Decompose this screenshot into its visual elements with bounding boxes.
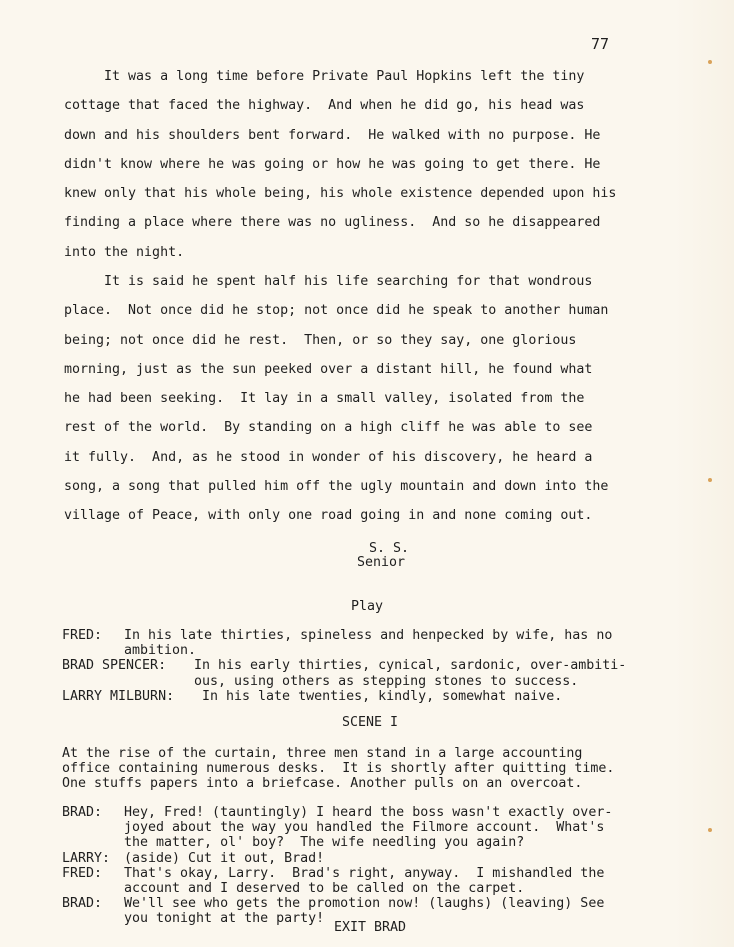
text-line: being; not once did he rest. Then, or so they say, one glorious — [64, 332, 577, 348]
speaker-label — [62, 881, 124, 896]
line-text: In his early thirties, cynical, sardonic, over-ambiti- — [194, 658, 627, 674]
stage-line: One stuffs papers into a briefcase. Another pulls on an overcoat. — [62, 776, 583, 792]
line-text: the matter, ol' boy? The wife needling you again? — [124, 835, 525, 851]
text-line: cottage that faced the highway. And when he did go, his head was — [64, 98, 585, 114]
text-line: morning, just as the sun peeked over a distant hill, he found what — [64, 361, 593, 377]
dialogue-row — [62, 881, 672, 896]
line-text: Hey, Fred! (tauntingly) I heard the boss wasn't exactly over- — [124, 805, 613, 820]
stage-line: At the rise of the curtain, three men stand in a large accounting — [62, 746, 583, 761]
dialogue — [62, 805, 672, 927]
speaker-label: LARRY MILBURN: — [62, 688, 175, 704]
speaker-label: FRED: — [62, 628, 103, 643]
line-text: In his late twenties, kindly, somewhat naive. — [202, 688, 563, 704]
text-line: didn't know where he was going or how he was going to get there. He — [64, 156, 601, 172]
play-heading: Play — [351, 599, 384, 614]
line-text: account and I deserved to be called on the carpet. — [124, 881, 525, 897]
dialogue-row — [62, 689, 672, 704]
line-text: That's okay, Larry. Brad's right, anyway. I mishandled the — [124, 865, 605, 881]
speaker-label — [62, 674, 194, 689]
dialogue-row — [62, 628, 672, 643]
dialogue-row — [62, 643, 672, 658]
speaker-label — [62, 820, 124, 835]
text-line: song, a song that pulled him off the ugly mountain and down into the — [64, 479, 609, 495]
speaker-label — [62, 911, 124, 926]
line-text: you tonight at the party! — [124, 911, 325, 927]
text-line: place. Not once did he stop; not once did he speak to another human — [64, 303, 609, 319]
text-line: finding a place where there was no ugliness. And so he disappeared — [64, 215, 601, 231]
text-line: village of Peace, with only one road going in and none coming out. — [64, 508, 593, 524]
line-text: joyed about the way you handled the Filmore account. What's — [124, 820, 605, 836]
story-paragraph-1 — [64, 62, 674, 267]
speaker-label: LARRY: — [62, 850, 111, 866]
line-text: ambition. — [124, 643, 197, 659]
binding-hole-mark — [708, 828, 712, 832]
stage-direction — [62, 746, 672, 792]
page-number: 77 — [591, 35, 610, 53]
dialogue-row — [62, 674, 672, 689]
speaker-label: BRAD: — [62, 805, 103, 820]
dialogue-row — [62, 820, 672, 835]
speaker-label — [62, 835, 124, 850]
text-line: It was a long time before Private Paul Hopkins left the tiny — [64, 69, 585, 84]
dialogue-row — [62, 658, 672, 673]
binding-hole-mark — [708, 478, 712, 482]
dialogue-row — [62, 896, 672, 911]
author-initials: S. S. — [369, 541, 410, 556]
text-line: into the night. — [64, 244, 185, 260]
story-paragraph-2 — [64, 267, 674, 531]
text-line: it fully. And, as he stood in wonder of his discovery, he heard a — [64, 449, 593, 465]
speaker-label: FRED: — [62, 865, 103, 881]
stage-line: office containing numerous desks. It is shortly after quitting time. — [62, 761, 615, 777]
text-line: knew only that his whole being, his whole existence depended upon his — [64, 186, 617, 202]
line-text: We'll see who gets the promotion now! (laughs) (leaving) See — [124, 896, 605, 912]
author-grade: Senior — [357, 555, 406, 570]
text-line: he had been seeking. It lay in a small valley, isolated from the — [64, 391, 585, 407]
scene-heading: SCENE I — [342, 715, 399, 730]
text-line: rest of the world. By standing on a high cliff he was able to see — [64, 420, 593, 436]
paper-edge-shading — [674, 0, 734, 947]
speaker-label: BRAD: — [62, 896, 103, 912]
binding-hole-mark — [708, 60, 712, 64]
dialogue-row — [62, 851, 672, 866]
dialogue-row — [62, 835, 672, 850]
speaker-label: BRAD SPENCER: — [62, 658, 167, 674]
dialogue-row — [62, 805, 672, 820]
line-text: (aside) Cut it out, Brad! — [124, 850, 325, 866]
line-text: In his late thirties, spineless and henpecked by wife, has no — [124, 628, 613, 643]
line-text: ous, using others as stepping stones to success. — [194, 673, 579, 689]
speaker-label — [62, 643, 124, 658]
text-line: It is said he spent half his life searching for that wondrous — [64, 274, 593, 289]
dialogue-row — [62, 866, 672, 881]
text-line: down and his shoulders bent forward. He walked with no purpose. He — [64, 127, 601, 143]
exit-direction: EXIT BRAD — [334, 920, 407, 935]
cast-list — [62, 628, 672, 704]
